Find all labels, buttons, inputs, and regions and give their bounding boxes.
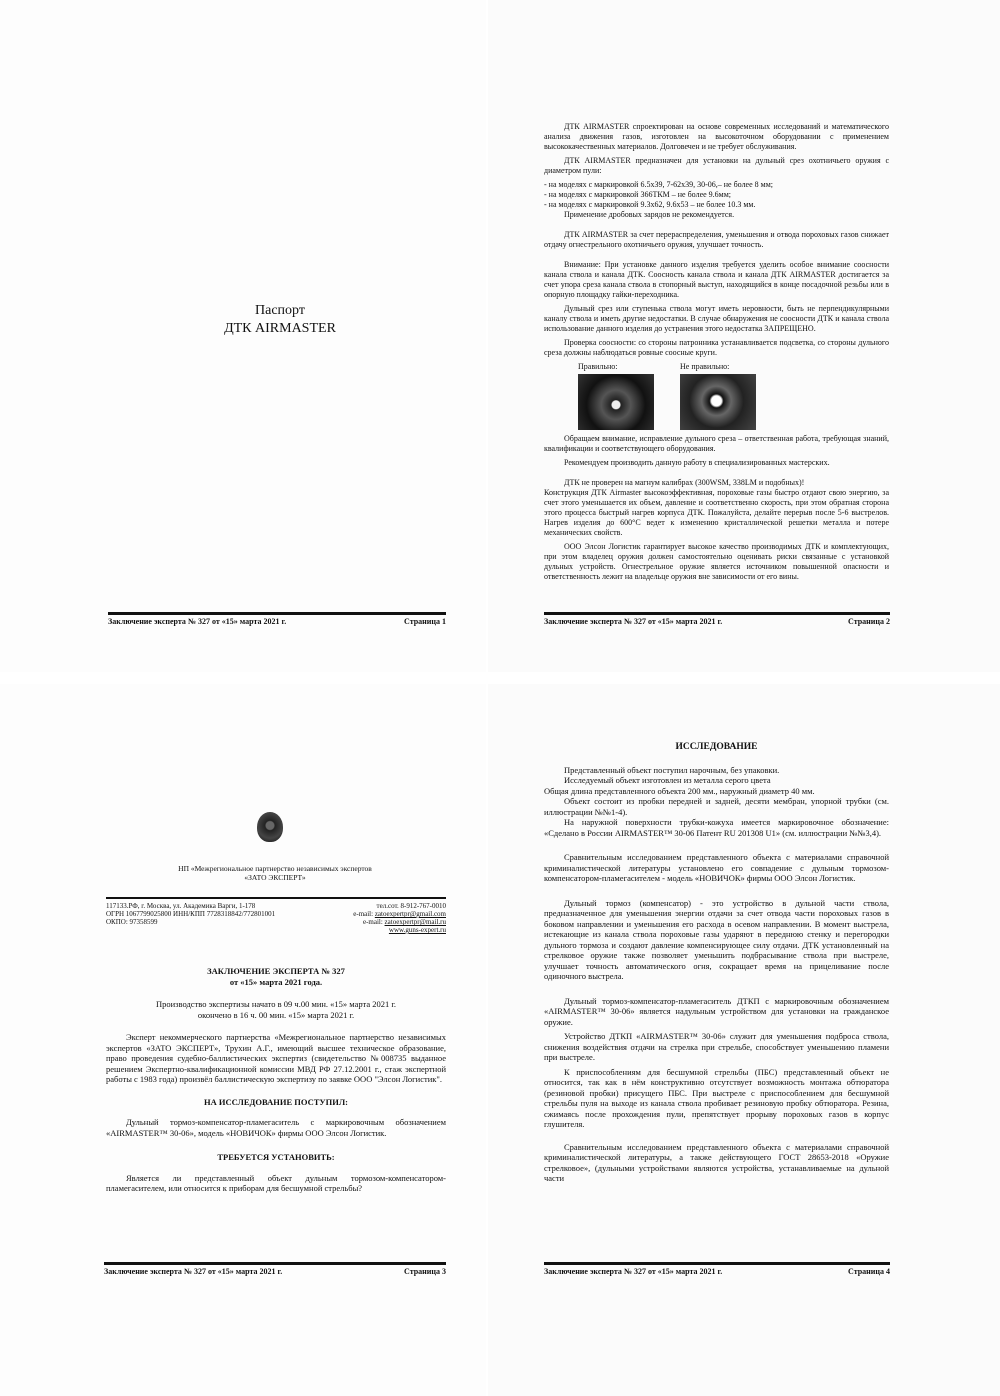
paragraph: Сравнительным исследованием представленного объекта с материалами справочной криминалистической литературы установлено его совпадение с дульным тормозом-компенсатором-пламегасителем - модель «НОВИЧОК» фирмы ООО Элсон Логистик.	[544, 852, 889, 883]
list-item: - на моделях с маркировкой 9.3х62, 9.6х53 – не более 10.3 мм.	[544, 200, 756, 209]
page-footer	[108, 612, 446, 626]
email-label: e-mail:	[353, 910, 374, 918]
address-block	[106, 902, 275, 934]
muzzle-photo-incorrect	[680, 374, 756, 430]
list-item: - на моделях с маркировкой 6.5х39, 7-62х39, 30-06,– не более 8 мм;	[544, 180, 774, 189]
paragraph: Устройство ДТКП «AIRMASTER™ 30-06» служит для уменьшения подброса ствола, снижения воздействия отдачи на стрелка при стрельбе, способствует уменьшению пламени при выстреле.	[544, 1031, 889, 1062]
section-heading: ТРЕБУЕТСЯ УСТАНОВИТЬ:	[217, 1152, 335, 1162]
footer-left: Заключение эксперта № 327 от «15» марта 2021 г.	[108, 617, 287, 626]
ogrn: ОГРН 1067799025800 ИНН/КПП 7728318842/772801001	[106, 910, 276, 918]
photo-caption: Правильно:	[578, 362, 618, 371]
research-text	[544, 742, 889, 1188]
passport-title	[210, 302, 350, 338]
paragraph: К приспособлениям для бесшумной стрельбы (ПБС) представленный объект не относится, так как в нём конструктивно отсутствует возможность монтажа обтюратора (резиновой пробки) присущего ПБС. При выстреле с приспособлением для бесшумной стрельбы пуля на выходе из канала ствола пробивает резиновую пробку обтюратора. Резина, сжимаясь после прохождения пули, препятствует прорыву пороховых газов в корпус глушителя.	[544, 1066, 889, 1129]
page-2	[488, 0, 1000, 672]
paragraph: ДТК AIRMASTER спроектирован на основе современных исследований и математического анализа движения газов, изготовлен на высокоточном оборудовании с применением высококачественных материалов. Долговечен и не требует обслуживания.	[544, 122, 889, 151]
contacts-block	[353, 902, 446, 934]
page-footer	[544, 612, 890, 626]
photo-incorrect	[680, 362, 760, 430]
paragraph: ДТК AIRMASTER за счет перераспределения, уменьшения и отвода пороховых газов снижает отдачу огнестрельного охотничьего оружия, улучшает точность.	[544, 230, 889, 249]
paragraph: Эксперт некоммерческого партнерства «Межрегиональное партнерство независимых экспертов «ЗАТО ЭКСПЕРТ», Трухин А.Г., имеющий высшее техническое образование, право проведения судебно-баллистических экспертиз (свидетельство №008735 выданное решением Экспертно-квалификационной комиссии МВД РФ 27.12.2001 г., стаж экспертной работы с 1983 года) произвёл баллистическую экспертизу по заявке ООО "Элсон Логистик".	[106, 1032, 446, 1084]
photo-caption: Не правильно:	[680, 362, 730, 371]
page-4	[488, 684, 1000, 1396]
conclusion-title: ЗАКЛЮЧЕНИЕ ЭКСПЕРТА № 327	[207, 966, 345, 976]
paragraph: Дульный тормоз-компенсатор-пламегаситель с маркировочным обозначением «AIRMASTER™ 30-06», модель «НОВИЧОК» фирмы ООО Элсон Логистик.	[106, 1117, 446, 1138]
paragraph: Объект состоит из пробки передней и задней, десяти мембран, упорной трубки (см. иллюстрации №№1-4).	[544, 796, 889, 817]
footer-left: Заключение эксперта № 327 от «15» марта 2021 г.	[544, 617, 723, 626]
page-footer	[544, 1262, 890, 1276]
paragraph: Дульный тормоз (компенсатор) - это устройство в дульной части ствола, предназначенное для уменьшения энергии отдачи за счет отвода части пороховых газов в боковом направлении и уменьшения его расхода в осевом направлении. В момент выстрела, истекающие из канала ствола пороховые газы ударяют в переднюю стенку и перегородки дульного тормоза и создают давление компенсирующее силу отдачи. ДТК установленный на стрелковое оружие также позволяет уменьшить подбрасывание ствола при выстреле, улучшает точность автоматического огня, сокращает время на прицеливание после одиночного выстрела.	[544, 897, 889, 981]
phone: тел.сот. 8-912-767-0010	[376, 902, 446, 910]
page-number: Страница 4	[848, 1267, 890, 1276]
paragraph: Является ли представленный объект дульным тормозом-компенсатором-пламегасителем, или относится к приборам для бесшумной стрельбы?	[106, 1172, 446, 1193]
paragraph: Дульный срез или ступенька ствола могут иметь неровности, быть не перпендикулярными каналу ствола и иметь другие недостатки. В случае обнаружения не соосности ДТК и канала ствола использование данного изделия до устранения этого недостатка ЗАПРЕЩЕНО.	[544, 304, 889, 333]
page-3	[0, 684, 486, 1396]
org-line-2: «ЗАТО ЭКСПЕРТ»	[244, 873, 306, 882]
email-link-2[interactable]: zatoexpertpr@mail.ru	[384, 918, 446, 926]
paragraph: ООО Элсон Логистик гарантирует высокое качество производимых ДТК и комплектующих, при этом владелец оружия должен самостоятельно оценивать риски связанные с установкой дульных устройств. Огнестрельное оружие является источником повышенной опасности и ответственность лежит на владельце оружия вне зависимости от его вины.	[544, 542, 889, 581]
paragraph: Проверка соосности: со стороны патронника устанавливается подсветка, со стороны дульного среза должны наблюдаться ровные соосные круги.	[544, 338, 889, 357]
paragraph: Представленный объект поступил нарочным, без упаковки.	[564, 764, 780, 775]
paragraph: Внимание: При установке данного изделия требуется уделить особое внимание соосности канала ствола и канала ДТК. Соосность канала ствола и канала ДТК AIRMASTER достигается за счет упора среза канала ствола в стопорный выступ, находящийся в конце посадочной резьбы или в опорную площадку гайки-переходника.	[544, 260, 889, 299]
paragraph: ДТК не проверен на магнум калибрах (300WSM, 338LM и подобных)!	[564, 478, 805, 487]
website-link[interactable]: www.guns-expert.ru	[388, 926, 446, 934]
footer-left: Заключение эксперта № 327 от «15» марта 2021 г.	[104, 1267, 283, 1276]
page-number: Страница 2	[848, 617, 890, 626]
muzzle-photo-correct	[578, 374, 654, 430]
photo-correct	[578, 362, 658, 430]
organization-details	[106, 897, 446, 934]
passport-text	[544, 122, 889, 586]
org-line-1: НП «Межрегиональное партнерство независимых экспертов	[178, 864, 372, 873]
emblem-icon	[257, 812, 283, 842]
okpo: ОКПО: 97358599	[106, 918, 158, 926]
section-heading: НА ИССЛЕДОВАНИЕ ПОСТУПИЛ:	[203, 1096, 349, 1107]
production-end: окончено в 16 ч. 00 мин. «15» марта 2021 г.	[197, 1009, 355, 1020]
coaxiality-photos	[578, 362, 889, 430]
paragraph: Общая длина представленного объекта 200 мм., наружный диаметр 40 мм.	[544, 785, 815, 796]
paragraph: Рекомендуем производить данную работу в специализированных мастерских.	[564, 458, 830, 467]
email-label: e-mail:	[362, 918, 383, 926]
page-number: Страница 3	[404, 1267, 446, 1276]
title-line-1: Паспорт	[255, 303, 305, 318]
title-line-2: ДТК AIRMASTER	[224, 321, 336, 336]
paragraph: Исследуемый объект изготовлен из металла серого цвета	[564, 775, 771, 785]
email-link-1[interactable]: zatoexpertpr@gmail.com	[374, 910, 446, 918]
page-1	[0, 0, 486, 672]
paragraph: Применение дробовых зарядов не рекомендуется.	[564, 210, 735, 219]
conclusion-date: от «15» марта 2021 года.	[229, 976, 323, 987]
organization-name	[160, 864, 390, 882]
paragraph: Сравнительным исследованием представленного объекта с материалами справочной криминалистической литературы, а также действующего ГОСТ 28653-2018 «Оружие стрелковое», (дульными устройствами являются устройства, устанавливаемые на дульной части	[544, 1141, 889, 1183]
page-number: Страница 1	[404, 617, 446, 626]
list-item: - на моделях с маркировкой 366ТКМ – не более 9.6мм;	[544, 190, 732, 199]
paragraph: Дульный тормоз-компенсатор-пламегаситель ДТКП с маркировочным обозначением «AIRMASTER™ 30-06» является надульным устройством для установки на гражданское оружие.	[544, 995, 889, 1027]
paragraph: Обращаем внимание, исправление дульного среза – ответственная работа, требующая знаний, квалификации и соответствующего оборудования.	[544, 434, 889, 453]
conclusion-text	[106, 966, 446, 1198]
page-footer	[104, 1262, 446, 1276]
production-start: Производство экспертизы начато в 09 ч.00 мин. «15» марта 2021 г.	[155, 999, 397, 1009]
paragraph: Конструкция ДТК Airmaster высокоэффективная, пороховые газы быстро отдают свою энергию, за счет этого уменьшается их объем, давление и соответственно скорость, при этом обратная сторона этого процесса быстрый нагрев корпуса ДТК. Пожалуйста, делайте перерыв после 5-6 выстрелов. Нагрев изделия до 600°С ведет к изменению кристаллической решетки металла и потере механических свойств.	[544, 488, 889, 537]
paragraph: ДТК AIRMASTER предназначен для установки на дульный срез охотничьего оружия с диаметром пули:	[544, 156, 889, 175]
section-heading: ИССЛЕДОВАНИЕ	[675, 742, 758, 752]
footer-left: Заключение эксперта № 327 от «15» марта 2021 г.	[544, 1267, 723, 1276]
address: 117133.РФ, г. Москва, ул. Академика Варги, 1-178	[106, 902, 256, 910]
paragraph: На наружной поверхности трубки-кожуха имеется маркировочное обозначение: «Сделано в России AIRMASTER™ 30-06 Патент RU 201308 U1» (см. иллюстрации №№3,4).	[544, 817, 889, 838]
